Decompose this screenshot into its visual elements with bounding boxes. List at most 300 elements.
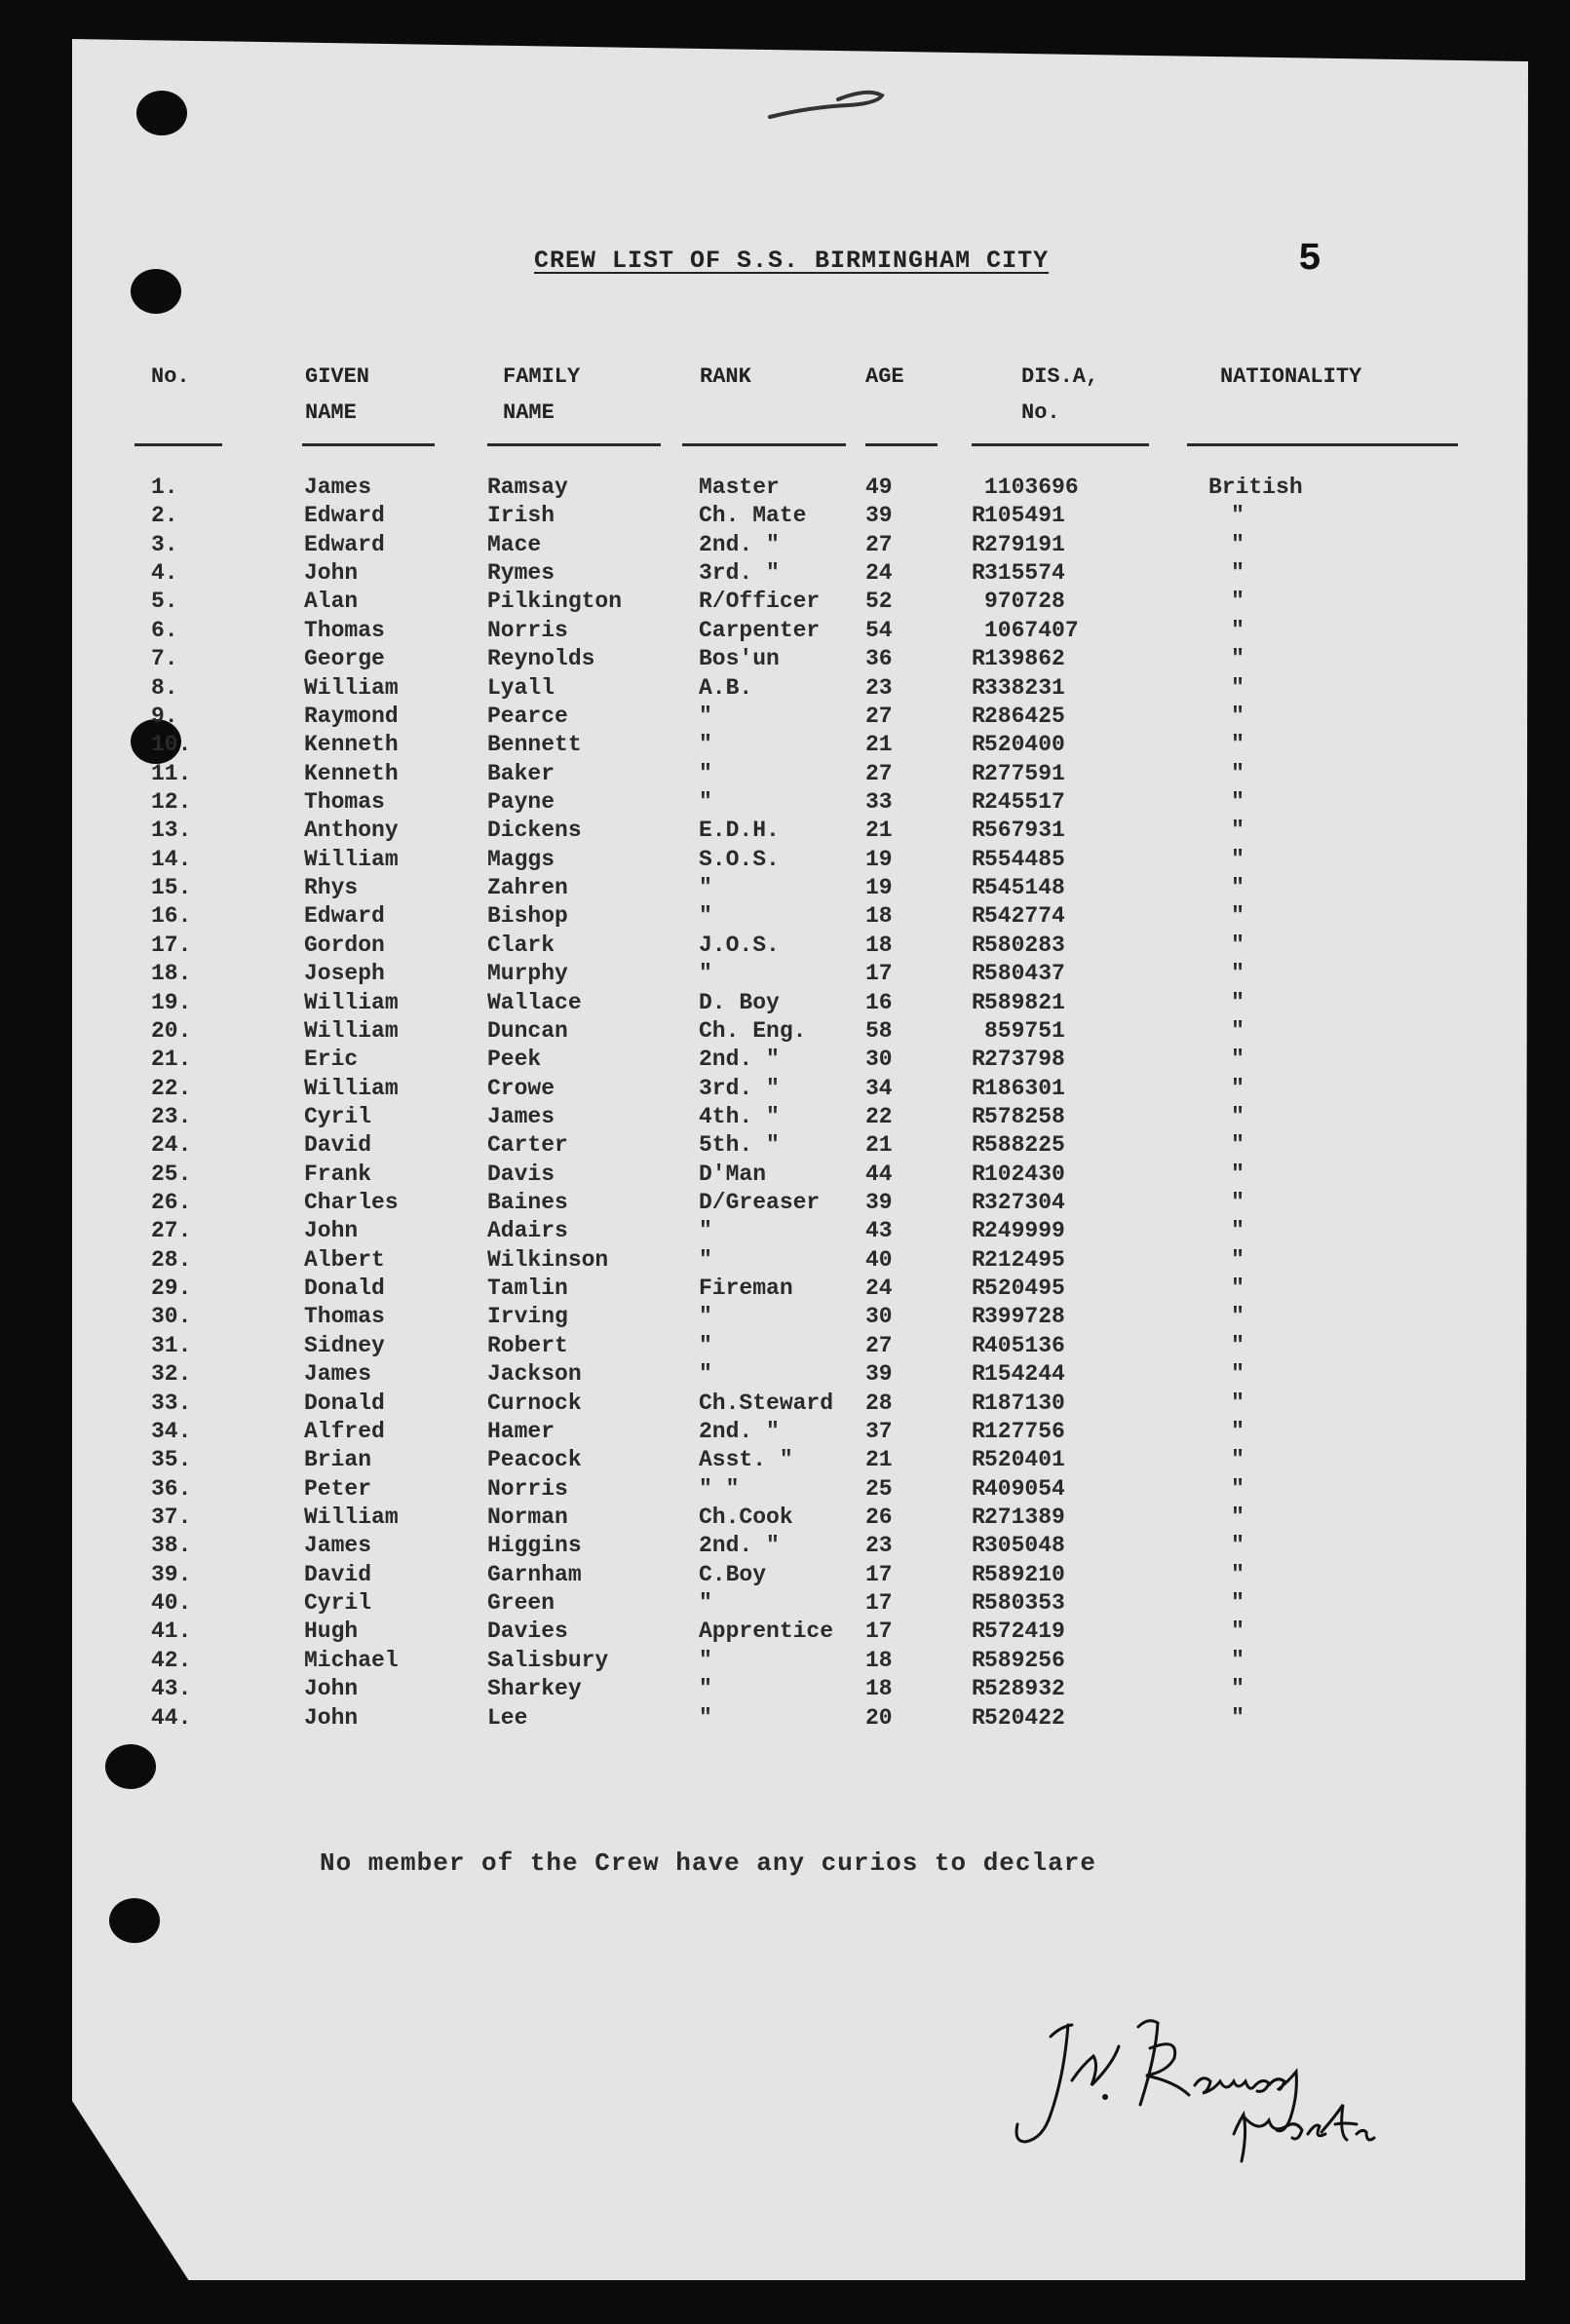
row-number: 25. (151, 1161, 192, 1187)
dis-prefix: R (972, 703, 985, 729)
age: 27 (865, 1332, 893, 1358)
given-name: Donald (304, 1390, 385, 1416)
dis-prefix: R (972, 732, 985, 758)
dis-number: 338231 (984, 674, 1065, 701)
nationality: " (1231, 1332, 1245, 1358)
row-number: 27. (151, 1218, 192, 1244)
table-row (0, 1303, 1570, 1331)
age: 18 (865, 1647, 893, 1673)
nationality: " (1231, 760, 1245, 786)
given-name: William (304, 1075, 399, 1101)
row-number: 16. (151, 903, 192, 930)
nationality: " (1231, 1390, 1245, 1416)
given-name: Sidney (304, 1332, 385, 1358)
family-name: Peacock (487, 1447, 582, 1473)
table-row (0, 1275, 1570, 1303)
header-rule (302, 443, 435, 446)
nationality: " (1231, 875, 1245, 900)
table-row (0, 617, 1570, 645)
dis-prefix: R (972, 760, 985, 786)
rank: E.D.H. (699, 818, 780, 844)
row-number: 13. (151, 818, 192, 844)
given-name: Thomas (304, 617, 385, 643)
table-row (0, 559, 1570, 588)
family-name: Baines (487, 1190, 568, 1215)
family-name: Irish (487, 503, 555, 529)
age: 36 (865, 646, 893, 672)
given-name: Albert (304, 1246, 385, 1273)
row-number: 23. (151, 1103, 192, 1129)
family-name: Jackson (487, 1361, 582, 1388)
dis-number: 528932 (984, 1676, 1065, 1702)
dis-prefix: R (972, 932, 985, 958)
declaration-note: No member of the Crew have any curios to declare (320, 1848, 1096, 1878)
rank: " (699, 1647, 712, 1673)
dis-prefix: R (972, 818, 985, 844)
dis-prefix: R (972, 989, 985, 1015)
nationality: " (1231, 732, 1245, 758)
nationality: " (1231, 1304, 1245, 1330)
given-name: William (304, 1017, 399, 1044)
rank: Ch.Steward (699, 1390, 834, 1416)
nationality: " (1231, 1704, 1245, 1731)
row-number: 34. (151, 1418, 192, 1444)
given-name: Raymond (304, 703, 399, 729)
age: 52 (865, 589, 893, 615)
row-number: 32. (151, 1361, 192, 1388)
given-name: Kenneth (304, 732, 399, 758)
dis-number: 212495 (984, 1246, 1065, 1273)
row-number: 7. (151, 646, 178, 672)
table-row (0, 1418, 1570, 1446)
dis-prefix: R (972, 1361, 985, 1388)
dis-prefix: R (972, 1590, 985, 1616)
row-number: 10. (151, 732, 192, 758)
family-name: Ramsay (487, 475, 568, 500)
rank: Ch.Cook (699, 1505, 793, 1530)
dis-number: 327304 (984, 1190, 1065, 1215)
rank: Bos'un (699, 646, 780, 672)
age: 17 (865, 1590, 893, 1616)
age: 20 (865, 1704, 893, 1731)
dis-number: 1067407 (984, 617, 1079, 643)
age: 19 (865, 846, 893, 872)
dis-prefix: R (972, 1619, 985, 1645)
given-name: William (304, 1505, 399, 1530)
given-name: James (304, 475, 372, 500)
age: 28 (865, 1390, 893, 1416)
family-name: Robert (487, 1332, 568, 1358)
table-row (0, 1704, 1570, 1733)
family-name: Pilkington (487, 589, 623, 615)
table-row (0, 1332, 1570, 1360)
dis-number: 186301 (984, 1075, 1065, 1101)
given-name: Anthony (304, 818, 399, 844)
given-name: Michael (304, 1647, 399, 1673)
header-rule (865, 443, 938, 446)
rank: Ch. Mate (699, 503, 807, 529)
table-row (0, 1103, 1570, 1131)
given-name: Thomas (304, 1304, 385, 1330)
dis-number: 245517 (984, 789, 1065, 815)
given-name: William (304, 674, 399, 701)
nationality: " (1231, 1017, 1245, 1044)
nationality: " (1231, 503, 1245, 529)
rank: D. Boy (699, 989, 780, 1015)
age: 39 (865, 1361, 893, 1388)
given-name: James (304, 1533, 372, 1559)
rank: 4th. " (699, 1103, 780, 1129)
table-row (0, 1246, 1570, 1275)
row-number: 11. (151, 760, 192, 786)
table-row (0, 989, 1570, 1017)
rank: Apprentice (699, 1619, 834, 1645)
row-number: 43. (151, 1676, 192, 1702)
rank: " (699, 760, 712, 786)
given-name: John (304, 560, 359, 587)
table-row (0, 731, 1570, 759)
row-number: 37. (151, 1505, 192, 1530)
family-name: Reynolds (487, 646, 595, 672)
family-name: Norman (487, 1505, 568, 1530)
row-number: 19. (151, 989, 192, 1015)
rank: C.Boy (699, 1561, 767, 1587)
rank: " (699, 1304, 712, 1330)
given-name: Eric (304, 1047, 359, 1073)
row-number: 39. (151, 1561, 192, 1587)
dis-number: 859751 (984, 1017, 1065, 1044)
dis-prefix: R (972, 789, 985, 815)
family-name: Bishop (487, 903, 568, 930)
age: 22 (865, 1103, 893, 1129)
table-row (0, 1360, 1570, 1389)
family-name: Adairs (487, 1218, 568, 1244)
dis-number: 520422 (984, 1704, 1065, 1731)
dis-number: 105491 (984, 503, 1065, 529)
dis-number: 286425 (984, 703, 1065, 729)
rank: " (699, 1332, 712, 1358)
col-header-no: No. (151, 364, 190, 389)
given-name: William (304, 846, 399, 872)
dis-number: 520400 (984, 732, 1065, 758)
nationality: " (1231, 1676, 1245, 1702)
nationality: " (1231, 1218, 1245, 1244)
rank: Fireman (699, 1276, 793, 1302)
punch-hole (109, 1898, 160, 1943)
dis-prefix: R (972, 560, 985, 587)
col-header-dis-no: DIS.A, No. (1021, 364, 1099, 425)
table-row (0, 1561, 1570, 1589)
given-name: David (304, 1132, 372, 1159)
table-row (0, 502, 1570, 530)
nationality: " (1231, 1561, 1245, 1587)
rank: D/Greaser (699, 1190, 821, 1215)
table-row (0, 674, 1570, 703)
family-name: Hamer (487, 1418, 555, 1444)
dis-number: 520401 (984, 1447, 1065, 1473)
rank: " (699, 903, 712, 930)
age: 34 (865, 1075, 893, 1101)
row-number: 21. (151, 1047, 192, 1073)
nationality: " (1231, 1447, 1245, 1473)
header-rule (134, 443, 222, 446)
dis-number: 277591 (984, 760, 1065, 786)
family-name: Davies (487, 1619, 568, 1645)
row-number: 41. (151, 1619, 192, 1645)
family-name: Norris (487, 1475, 568, 1502)
nationality: " (1231, 1475, 1245, 1502)
nationality: " (1231, 703, 1245, 729)
given-name: Joseph (304, 961, 385, 987)
rank: A.B. (699, 674, 753, 701)
dis-number: 399728 (984, 1304, 1065, 1330)
given-name: Donald (304, 1276, 385, 1302)
header-rule (487, 443, 661, 446)
dis-prefix: R (972, 531, 985, 557)
age: 24 (865, 1276, 893, 1302)
family-name: Crowe (487, 1075, 555, 1101)
dis-number: 279191 (984, 531, 1065, 557)
row-number: 3. (151, 531, 178, 557)
rank: " (699, 961, 712, 987)
pencil-mark-icon (760, 78, 897, 136)
row-number: 15. (151, 875, 192, 900)
row-number: 38. (151, 1533, 192, 1559)
given-name: Thomas (304, 789, 385, 815)
dis-prefix: R (972, 1190, 985, 1215)
rank: Master (699, 475, 780, 500)
rank: Carpenter (699, 617, 821, 643)
age: 49 (865, 475, 893, 500)
rank: R/Officer (699, 589, 821, 615)
table-row (0, 1532, 1570, 1560)
given-name: George (304, 646, 385, 672)
age: 21 (865, 818, 893, 844)
family-name: Garnham (487, 1561, 582, 1587)
age: 21 (865, 1447, 893, 1473)
rank: " (699, 1676, 712, 1702)
row-number: 1. (151, 475, 178, 500)
family-name: Payne (487, 789, 555, 815)
row-number: 4. (151, 560, 178, 587)
page-number: 5 (1298, 238, 1322, 282)
nationality: " (1231, 1103, 1245, 1129)
rank: " (699, 703, 712, 729)
dis-prefix: R (972, 1704, 985, 1731)
dis-prefix: R (972, 903, 985, 930)
dis-prefix: R (972, 875, 985, 900)
rank: " (699, 1361, 712, 1388)
dis-prefix: R (972, 1475, 985, 1502)
table-row (0, 703, 1570, 731)
table-row (0, 817, 1570, 845)
dis-number: 154244 (984, 1361, 1065, 1388)
col-header-family-name: FAMILY NAME (503, 364, 581, 425)
table-row (0, 1618, 1570, 1646)
dis-number: 588225 (984, 1132, 1065, 1159)
dis-number: 580283 (984, 932, 1065, 958)
family-name: Rymes (487, 560, 555, 587)
nationality: " (1231, 674, 1245, 701)
age: 19 (865, 875, 893, 900)
family-name: Duncan (487, 1017, 568, 1044)
table-row (0, 1390, 1570, 1418)
signature-image (1004, 1988, 1433, 2183)
nationality: " (1231, 789, 1245, 815)
dis-prefix: R (972, 846, 985, 872)
nationality: " (1231, 1246, 1245, 1273)
rank: D'Man (699, 1161, 767, 1187)
dis-number: 187130 (984, 1390, 1065, 1416)
nationality: " (1231, 1132, 1245, 1159)
given-name: Gordon (304, 932, 385, 958)
family-name: Pearce (487, 703, 568, 729)
table-row (0, 588, 1570, 616)
table-row (0, 1131, 1570, 1160)
dis-number: 409054 (984, 1475, 1065, 1502)
rank: 3rd. " (699, 1075, 780, 1101)
nationality: " (1231, 617, 1245, 643)
nationality: " (1231, 1647, 1245, 1673)
given-name: David (304, 1561, 372, 1587)
row-number: 17. (151, 932, 192, 958)
row-number: 9. (151, 703, 178, 729)
dis-number: 315574 (984, 560, 1065, 587)
age: 23 (865, 1533, 893, 1559)
table-row (0, 645, 1570, 673)
age: 17 (865, 961, 893, 987)
dis-number: 127756 (984, 1418, 1065, 1444)
row-number: 31. (151, 1332, 192, 1358)
nationality: " (1231, 1361, 1245, 1388)
age: 18 (865, 1676, 893, 1702)
header-rule (682, 443, 846, 446)
age: 21 (865, 732, 893, 758)
age: 37 (865, 1418, 893, 1444)
age: 27 (865, 760, 893, 786)
header-rule (1187, 443, 1458, 446)
dis-prefix: R (972, 1132, 985, 1159)
rank: J.O.S. (699, 932, 780, 958)
family-name: Dickens (487, 818, 582, 844)
col-header-age: AGE (865, 364, 904, 389)
dis-prefix: R (972, 1447, 985, 1473)
dis-number: 589821 (984, 989, 1065, 1015)
table-row (0, 960, 1570, 988)
age: 25 (865, 1475, 893, 1502)
given-name: John (304, 1218, 359, 1244)
row-number: 30. (151, 1304, 192, 1330)
nationality: " (1231, 1533, 1245, 1559)
age: 39 (865, 1190, 893, 1215)
dis-number: 139862 (984, 646, 1065, 672)
given-name: Peter (304, 1475, 372, 1502)
rank: 2nd. " (699, 1533, 780, 1559)
nationality: " (1231, 818, 1245, 844)
family-name: Norris (487, 617, 568, 643)
row-number: 42. (151, 1647, 192, 1673)
family-name: Davis (487, 1161, 555, 1187)
age: 17 (865, 1619, 893, 1645)
dis-prefix: R (972, 1533, 985, 1559)
dis-number: 102430 (984, 1161, 1065, 1187)
nationality: " (1231, 531, 1245, 557)
age: 23 (865, 674, 893, 701)
dis-number: 1103696 (984, 475, 1079, 500)
punch-hole (136, 91, 187, 135)
family-name: Tamlin (487, 1276, 568, 1302)
nationality: " (1231, 1590, 1245, 1616)
family-name: Murphy (487, 961, 568, 987)
col-header-given-name: GIVEN NAME (305, 364, 370, 425)
nationality: " (1231, 646, 1245, 672)
given-name: John (304, 1704, 359, 1731)
given-name: Kenneth (304, 760, 399, 786)
age: 44 (865, 1161, 893, 1187)
given-name: Rhys (304, 875, 359, 900)
dis-number: 545148 (984, 875, 1065, 900)
rank: " (699, 732, 712, 758)
table-row (0, 1217, 1570, 1245)
dis-prefix: R (972, 1161, 985, 1187)
dis-number: 589210 (984, 1561, 1065, 1587)
age: 18 (865, 932, 893, 958)
dis-number: 578258 (984, 1103, 1065, 1129)
given-name: Brian (304, 1447, 372, 1473)
row-number: 40. (151, 1590, 192, 1616)
row-number: 44. (151, 1704, 192, 1731)
nationality: " (1231, 1047, 1245, 1073)
family-name: Mace (487, 531, 542, 557)
nationality: " (1231, 1190, 1245, 1215)
given-name: Hugh (304, 1619, 359, 1645)
dis-number: 567931 (984, 818, 1065, 844)
dis-number: 589256 (984, 1647, 1065, 1673)
dis-prefix: R (972, 1647, 985, 1673)
given-name: Edward (304, 503, 385, 529)
rank: 2nd. " (699, 531, 780, 557)
rank: Ch. Eng. (699, 1017, 807, 1044)
dis-prefix: R (972, 1103, 985, 1129)
table-row (0, 1189, 1570, 1217)
dis-number: 271389 (984, 1505, 1065, 1530)
table-row (0, 1589, 1570, 1618)
row-number: 29. (151, 1276, 192, 1302)
family-name: Baker (487, 760, 555, 786)
given-name: James (304, 1361, 372, 1388)
rank: 3rd. " (699, 560, 780, 587)
dis-number: 580353 (984, 1590, 1065, 1616)
age: 39 (865, 503, 893, 529)
family-name: Lee (487, 1704, 528, 1731)
table-row (0, 788, 1570, 817)
family-name: James (487, 1103, 555, 1129)
nationality: " (1231, 1418, 1245, 1444)
punch-hole (131, 269, 181, 314)
dis-number: 572419 (984, 1619, 1065, 1645)
age: 16 (865, 989, 893, 1015)
nationality: " (1231, 932, 1245, 958)
age: 26 (865, 1505, 893, 1530)
row-number: 2. (151, 503, 178, 529)
family-name: Green (487, 1590, 555, 1616)
header-rule (972, 443, 1149, 446)
table-row (0, 846, 1570, 874)
dis-prefix: R (972, 1075, 985, 1101)
row-number: 36. (151, 1475, 192, 1502)
dis-prefix: R (972, 1304, 985, 1330)
table-row (0, 1475, 1570, 1504)
